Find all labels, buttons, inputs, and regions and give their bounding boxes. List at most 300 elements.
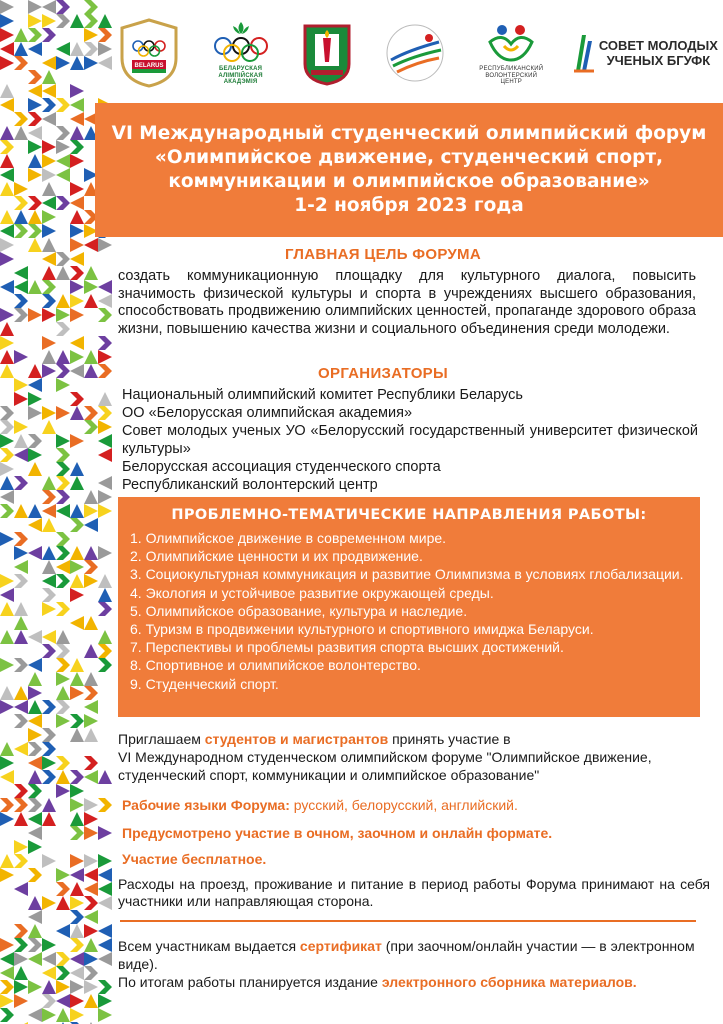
pattern-shape bbox=[42, 980, 56, 994]
pattern-shape bbox=[70, 406, 84, 420]
directions-list bbox=[130, 529, 688, 693]
pattern-shape bbox=[42, 742, 56, 756]
direction-item: 6. Туризм в продвижении культурного и спортивного имиджа Беларуси. bbox=[130, 621, 594, 638]
pattern-shape bbox=[42, 644, 56, 658]
pattern-shape bbox=[28, 938, 42, 952]
pattern-shape bbox=[28, 952, 42, 966]
pattern-shape bbox=[56, 154, 70, 168]
pattern-shape bbox=[84, 770, 98, 784]
cert-highlight-2: электронного сборника материалов. bbox=[381, 974, 637, 990]
pattern-shape bbox=[56, 952, 70, 966]
pattern-shape bbox=[56, 658, 70, 672]
pattern-shape bbox=[70, 196, 84, 210]
organizer-item: Национальный олимпийский комитет Республики Беларусь bbox=[122, 387, 523, 403]
pattern-shape bbox=[42, 140, 56, 154]
pattern-shape bbox=[0, 224, 14, 238]
pattern-shape bbox=[42, 812, 56, 826]
pattern-shape bbox=[70, 854, 84, 868]
pattern-shape bbox=[14, 882, 28, 896]
pattern-shape bbox=[98, 308, 112, 322]
cert-part2: (при заочном/онлайн участии — в электронном виде). bbox=[118, 938, 695, 972]
pattern-shape bbox=[70, 56, 84, 70]
pattern-shape bbox=[0, 462, 14, 476]
pattern-shape bbox=[28, 126, 42, 140]
title-line-3: коммуникации и олимпийское образование» bbox=[168, 171, 650, 192]
noc-belarus-logo bbox=[118, 18, 180, 88]
pattern-shape bbox=[14, 224, 28, 238]
pattern-shape bbox=[0, 532, 14, 546]
pattern-shape bbox=[56, 546, 70, 560]
pattern-shape bbox=[28, 798, 42, 812]
pattern-shape bbox=[70, 672, 84, 686]
pattern-shape bbox=[42, 602, 56, 616]
pattern-shape bbox=[70, 224, 84, 238]
pattern-shape bbox=[0, 350, 14, 364]
pattern-shape bbox=[28, 84, 42, 98]
pattern-shape bbox=[70, 952, 84, 966]
pattern-shape bbox=[28, 672, 42, 686]
pattern-shape bbox=[42, 350, 56, 364]
pattern-shape bbox=[0, 490, 14, 504]
pattern-shape bbox=[70, 308, 84, 322]
pattern-shape bbox=[0, 686, 14, 700]
pattern-shape bbox=[0, 994, 14, 1008]
pattern-shape bbox=[14, 854, 28, 868]
pattern-shape bbox=[0, 0, 14, 14]
pattern-shape bbox=[70, 434, 84, 448]
pattern-shape bbox=[70, 252, 84, 266]
pattern-shape bbox=[14, 798, 28, 812]
council-caption-line1: СОВЕТ МОЛОДЫХ bbox=[598, 38, 718, 53]
pattern-shape bbox=[42, 770, 56, 784]
pattern-shape bbox=[84, 420, 98, 434]
pattern-shape bbox=[56, 126, 70, 140]
pattern-shape bbox=[14, 980, 28, 994]
pattern-shape bbox=[14, 196, 28, 210]
pattern-shape bbox=[42, 0, 56, 14]
pattern-shape bbox=[70, 364, 84, 378]
pattern-shape bbox=[14, 42, 28, 56]
pattern-shape bbox=[84, 924, 98, 938]
pattern-shape bbox=[0, 574, 14, 588]
pattern-shape bbox=[84, 966, 98, 980]
organizer-item: Республиканский волонтерский центр bbox=[122, 477, 378, 493]
pattern-shape bbox=[56, 924, 70, 938]
pattern-shape bbox=[0, 1008, 14, 1022]
pattern-shape bbox=[84, 644, 98, 658]
pattern-shape bbox=[0, 406, 14, 420]
pattern-shape bbox=[0, 658, 14, 672]
pattern-shape bbox=[98, 868, 112, 882]
pattern-shape bbox=[14, 308, 28, 322]
pattern-shape bbox=[56, 476, 70, 490]
pattern-shape bbox=[14, 840, 28, 854]
pattern-shape bbox=[14, 966, 28, 980]
pattern-shape bbox=[98, 504, 112, 518]
pattern-shape bbox=[42, 308, 56, 322]
pattern-shape bbox=[98, 574, 112, 588]
pattern-shape bbox=[70, 588, 84, 602]
pattern-shape bbox=[70, 882, 84, 896]
pattern-shape bbox=[98, 42, 112, 56]
pattern-shape bbox=[70, 798, 84, 812]
pattern-shape bbox=[14, 280, 28, 294]
pattern-shape bbox=[0, 448, 14, 462]
pattern-shape bbox=[98, 854, 112, 868]
title-line-1: VI Международный студенческий олимпийский форум bbox=[111, 123, 707, 144]
pattern-shape bbox=[14, 812, 28, 826]
pattern-shape bbox=[56, 0, 70, 14]
pattern-shape bbox=[70, 42, 84, 56]
pattern-shape bbox=[84, 490, 98, 504]
pattern-shape bbox=[98, 448, 112, 462]
pattern-shape bbox=[84, 910, 98, 924]
pattern-shape bbox=[98, 770, 112, 784]
pattern-shape bbox=[0, 42, 14, 56]
pattern-shape bbox=[56, 714, 70, 728]
pattern-shape bbox=[84, 560, 98, 574]
pattern-shape bbox=[28, 448, 42, 462]
pattern-shape bbox=[56, 966, 70, 980]
pattern-shape bbox=[14, 630, 28, 644]
pattern-shape bbox=[56, 896, 70, 910]
pattern-shape bbox=[42, 168, 56, 182]
pattern-shape bbox=[14, 616, 28, 630]
pattern-shape bbox=[56, 462, 70, 476]
pattern-shape bbox=[0, 504, 14, 518]
pattern-shape bbox=[14, 532, 28, 546]
pattern-shape bbox=[56, 378, 70, 392]
pattern-shape bbox=[70, 770, 84, 784]
pattern-shape bbox=[28, 504, 42, 518]
pattern-shape bbox=[28, 910, 42, 924]
pattern-shape bbox=[70, 462, 84, 476]
pattern-shape bbox=[28, 154, 42, 168]
pattern-shape bbox=[56, 532, 70, 546]
pattern-shape bbox=[70, 784, 84, 798]
pattern-shape bbox=[98, 924, 112, 938]
pattern-shape bbox=[28, 896, 42, 910]
pattern-shape bbox=[14, 434, 28, 448]
pattern-shape bbox=[84, 238, 98, 252]
pattern-shape bbox=[56, 770, 70, 784]
council-caption-line2: УЧЕНЫХ БГУФК bbox=[606, 53, 711, 68]
pattern-shape bbox=[28, 770, 42, 784]
invitation-text bbox=[118, 730, 718, 784]
pattern-shape bbox=[28, 686, 42, 700]
pattern-shape bbox=[42, 406, 56, 420]
invite-part1: Приглашаем bbox=[118, 731, 205, 747]
invite-line2: VI Международном студенческом олимпийском форуме "Олимпийское движение, bbox=[118, 749, 652, 765]
pattern-shape bbox=[98, 588, 112, 602]
languages-label: Рабочие языки Форума: bbox=[122, 797, 290, 813]
pattern-shape bbox=[98, 336, 112, 350]
pattern-shape bbox=[70, 294, 84, 308]
pattern-shape bbox=[98, 896, 112, 910]
pattern-shape bbox=[84, 266, 98, 280]
pattern-shape bbox=[0, 770, 14, 784]
pattern-shape bbox=[28, 840, 42, 854]
pattern-shape bbox=[56, 490, 70, 504]
pattern-shape bbox=[14, 700, 28, 714]
pattern-shape bbox=[98, 826, 112, 840]
pattern-shape bbox=[84, 952, 98, 966]
pattern-shape bbox=[70, 686, 84, 700]
pattern-shape bbox=[28, 784, 42, 798]
pattern-shape bbox=[70, 210, 84, 224]
pattern-shape bbox=[42, 238, 56, 252]
invite-highlight: студентов и магистрантов bbox=[204, 731, 389, 747]
pattern-shape bbox=[0, 98, 14, 112]
pattern-shape bbox=[28, 518, 42, 532]
pattern-shape bbox=[42, 574, 56, 588]
invite-line3: студенческий спорт, коммуникации и олимпийское образование" bbox=[118, 767, 540, 783]
pattern-shape bbox=[70, 126, 84, 140]
pattern-shape bbox=[42, 266, 56, 280]
pattern-shape bbox=[0, 238, 14, 252]
pattern-shape bbox=[56, 406, 70, 420]
pattern-shape bbox=[84, 364, 98, 378]
pattern-shape bbox=[28, 742, 42, 756]
pattern-shape bbox=[70, 238, 84, 252]
pattern-shape bbox=[98, 490, 112, 504]
volunteer-center-logo bbox=[476, 20, 546, 87]
pattern-shape bbox=[14, 504, 28, 518]
pattern-shape bbox=[70, 112, 84, 126]
pattern-shape bbox=[56, 980, 70, 994]
young-scientists-council-logo bbox=[572, 31, 718, 75]
direction-item: 9. Студенческий спорт. bbox=[130, 675, 279, 692]
pattern-shape bbox=[98, 546, 112, 560]
direction-item: 2. Олимпийские ценности и их продвижение. bbox=[130, 548, 423, 565]
direction-item: 1. Олимпийское движение в современном мире. bbox=[130, 530, 447, 546]
pattern-shape bbox=[98, 980, 112, 994]
pattern-shape bbox=[14, 546, 28, 560]
title-line-2: «Олимпийское движение, студенческий спорт, bbox=[154, 147, 664, 168]
noc-caption: BELARUS bbox=[134, 63, 164, 69]
pattern-shape bbox=[84, 350, 98, 364]
pattern-shape bbox=[70, 826, 84, 840]
pattern-shape bbox=[56, 14, 70, 28]
pattern-shape bbox=[42, 938, 56, 952]
directions-box bbox=[118, 497, 700, 717]
pattern-shape bbox=[56, 266, 70, 280]
divider bbox=[120, 920, 696, 922]
pattern-shape bbox=[14, 56, 28, 70]
pattern-shape bbox=[42, 364, 56, 378]
invite-part2: принять участие в bbox=[388, 731, 511, 747]
pattern-shape bbox=[42, 112, 56, 126]
pattern-shape bbox=[0, 126, 14, 140]
pattern-shape bbox=[0, 14, 14, 28]
pattern-shape bbox=[42, 630, 56, 644]
pattern-shape bbox=[28, 756, 42, 770]
pattern-shape bbox=[0, 980, 14, 994]
pattern-shape bbox=[56, 602, 70, 616]
pattern-shape bbox=[0, 56, 14, 70]
pattern-shape bbox=[70, 1008, 84, 1022]
pattern-shape bbox=[84, 280, 98, 294]
pattern-shape bbox=[28, 658, 42, 672]
pattern-shape bbox=[28, 308, 42, 322]
cert-part1: Всем участникам выдается bbox=[118, 938, 300, 954]
pattern-shape bbox=[0, 742, 14, 756]
pattern-shape bbox=[56, 42, 70, 56]
pattern-shape bbox=[28, 826, 42, 840]
cert-highlight: сертификат bbox=[299, 938, 382, 954]
pattern-shape bbox=[14, 210, 28, 224]
pattern-shape bbox=[28, 280, 42, 294]
pattern-shape bbox=[0, 812, 14, 826]
pattern-shape bbox=[84, 518, 98, 532]
pattern-shape bbox=[42, 700, 56, 714]
directions-heading: ПРОБЛЕМНО-ТЕМАТИЧЕСКИЕ НАПРАВЛЕНИЯ РАБОТЫ: bbox=[171, 507, 647, 523]
goal-text: создать коммуникационную площадку для культурного диалога, повысить значимость физической культуры и спорта в учреждениях высшего образования, способствовать продвижению олимпийских ценностей, пропаганде здорового образа жизни, повышению качества жизни и социального объединения среди молодежи. bbox=[118, 268, 696, 337]
pattern-shape bbox=[84, 938, 98, 952]
pattern-shape bbox=[42, 56, 56, 70]
pattern-shape bbox=[84, 812, 98, 826]
pattern-shape bbox=[42, 98, 56, 112]
pattern-shape bbox=[28, 434, 42, 448]
pattern-shape bbox=[70, 966, 84, 980]
languages-value: русский, белорусский, английский. bbox=[289, 797, 518, 813]
pattern-shape bbox=[14, 574, 28, 588]
pattern-shape bbox=[56, 574, 70, 588]
organizer-item: ОО «Белорусская олимпийская академия» bbox=[122, 405, 413, 421]
pattern-shape bbox=[0, 364, 14, 378]
pattern-shape bbox=[56, 140, 70, 154]
pattern-shape bbox=[84, 546, 98, 560]
pattern-shape bbox=[0, 28, 14, 42]
pattern-shape bbox=[28, 196, 42, 210]
pattern-shape bbox=[28, 728, 42, 742]
pattern-shape bbox=[0, 476, 14, 490]
pattern-shape bbox=[14, 126, 28, 140]
pattern-shape bbox=[42, 588, 56, 602]
participation-free: Участие бесплатное. bbox=[122, 851, 267, 867]
pattern-shape bbox=[56, 168, 70, 182]
pattern-shape bbox=[42, 1008, 56, 1022]
pattern-shape bbox=[28, 168, 42, 182]
pattern-shape bbox=[70, 154, 84, 168]
pattern-shape bbox=[42, 952, 56, 966]
pattern-shape bbox=[98, 798, 112, 812]
pattern-shape bbox=[14, 742, 28, 756]
pattern-shape bbox=[70, 728, 84, 742]
pattern-shape bbox=[0, 700, 14, 714]
title-banner bbox=[95, 103, 723, 237]
pattern-shape bbox=[28, 364, 42, 378]
direction-item: 7. Перспективы и проблемы развития спорта высших достижений. bbox=[130, 639, 564, 656]
bgufk-logo bbox=[301, 20, 353, 86]
pattern-shape bbox=[70, 280, 84, 294]
pattern-shape bbox=[70, 868, 84, 882]
pattern-shape bbox=[42, 280, 56, 294]
certificate-info bbox=[118, 937, 710, 991]
pattern-shape bbox=[28, 812, 42, 826]
pattern-shape bbox=[84, 854, 98, 868]
pattern-shape bbox=[56, 350, 70, 364]
pattern-shape bbox=[14, 560, 28, 574]
pattern-shape bbox=[28, 98, 42, 112]
pattern-shape bbox=[0, 966, 14, 980]
pattern-shape bbox=[56, 644, 70, 658]
pattern-shape bbox=[70, 812, 84, 826]
pattern-shape bbox=[56, 434, 70, 448]
pattern-shape bbox=[14, 420, 28, 434]
pattern-shape bbox=[84, 28, 98, 42]
pattern-shape bbox=[14, 994, 28, 1008]
pattern-shape bbox=[28, 924, 42, 938]
pattern-shape bbox=[0, 420, 14, 434]
pattern-shape bbox=[28, 868, 42, 882]
pattern-shape bbox=[28, 392, 42, 406]
participation-format: Предусмотрено участие в очном, заочном и онлайн формате. bbox=[122, 825, 553, 841]
pattern-shape bbox=[42, 728, 56, 742]
pattern-shape bbox=[98, 644, 112, 658]
pattern-shape bbox=[56, 196, 70, 210]
pattern-shape bbox=[70, 98, 84, 112]
pattern-shape bbox=[98, 602, 112, 616]
organizers-list bbox=[122, 386, 698, 494]
pattern-shape bbox=[42, 798, 56, 812]
pattern-shape bbox=[0, 602, 14, 616]
pattern-shape bbox=[98, 238, 112, 252]
pattern-shape bbox=[0, 154, 14, 168]
student-sport-association-logo bbox=[379, 20, 451, 86]
pattern-shape bbox=[0, 168, 14, 182]
pattern-shape bbox=[98, 630, 112, 644]
pattern-shape bbox=[0, 140, 14, 154]
pattern-shape bbox=[42, 70, 56, 84]
pattern-shape bbox=[70, 896, 84, 910]
pattern-shape bbox=[70, 266, 84, 280]
goal-heading: ГЛАВНАЯ ЦЕЛЬ ФОРУМА bbox=[284, 246, 481, 263]
pattern-shape bbox=[0, 84, 14, 98]
pattern-shape bbox=[28, 238, 42, 252]
direction-item: 5. Олимпийское образование, культура и наследие. bbox=[130, 602, 468, 619]
direction-item: 3. Социокультурная коммуникация и развитие Олимпизма в условиях глобализации. bbox=[130, 566, 684, 583]
pattern-shape bbox=[84, 574, 98, 588]
pattern-shape bbox=[14, 266, 28, 280]
pattern-shape bbox=[84, 994, 98, 1008]
pattern-shape bbox=[14, 28, 28, 42]
pattern-shape bbox=[42, 84, 56, 98]
pattern-shape bbox=[56, 672, 70, 686]
pattern-shape bbox=[98, 350, 112, 364]
pattern-shape bbox=[84, 882, 98, 896]
pattern-shape bbox=[70, 938, 84, 952]
pattern-shape bbox=[42, 966, 56, 980]
pattern-shape bbox=[56, 784, 70, 798]
pattern-shape bbox=[42, 896, 56, 910]
pattern-shape bbox=[70, 336, 84, 350]
pattern-shape bbox=[84, 798, 98, 812]
pattern-shape bbox=[56, 364, 70, 378]
pattern-shape bbox=[84, 826, 98, 840]
pattern-shape bbox=[56, 700, 70, 714]
pattern-shape bbox=[28, 224, 42, 238]
pattern-shape bbox=[28, 70, 42, 84]
pattern-shape bbox=[42, 994, 56, 1008]
pattern-shape bbox=[42, 28, 56, 42]
pattern-shape bbox=[70, 518, 84, 532]
pattern-shape bbox=[84, 756, 98, 770]
pattern-shape bbox=[56, 56, 70, 70]
pattern-shape bbox=[98, 476, 112, 490]
pattern-shape bbox=[0, 630, 14, 644]
pattern-shape bbox=[42, 546, 56, 560]
